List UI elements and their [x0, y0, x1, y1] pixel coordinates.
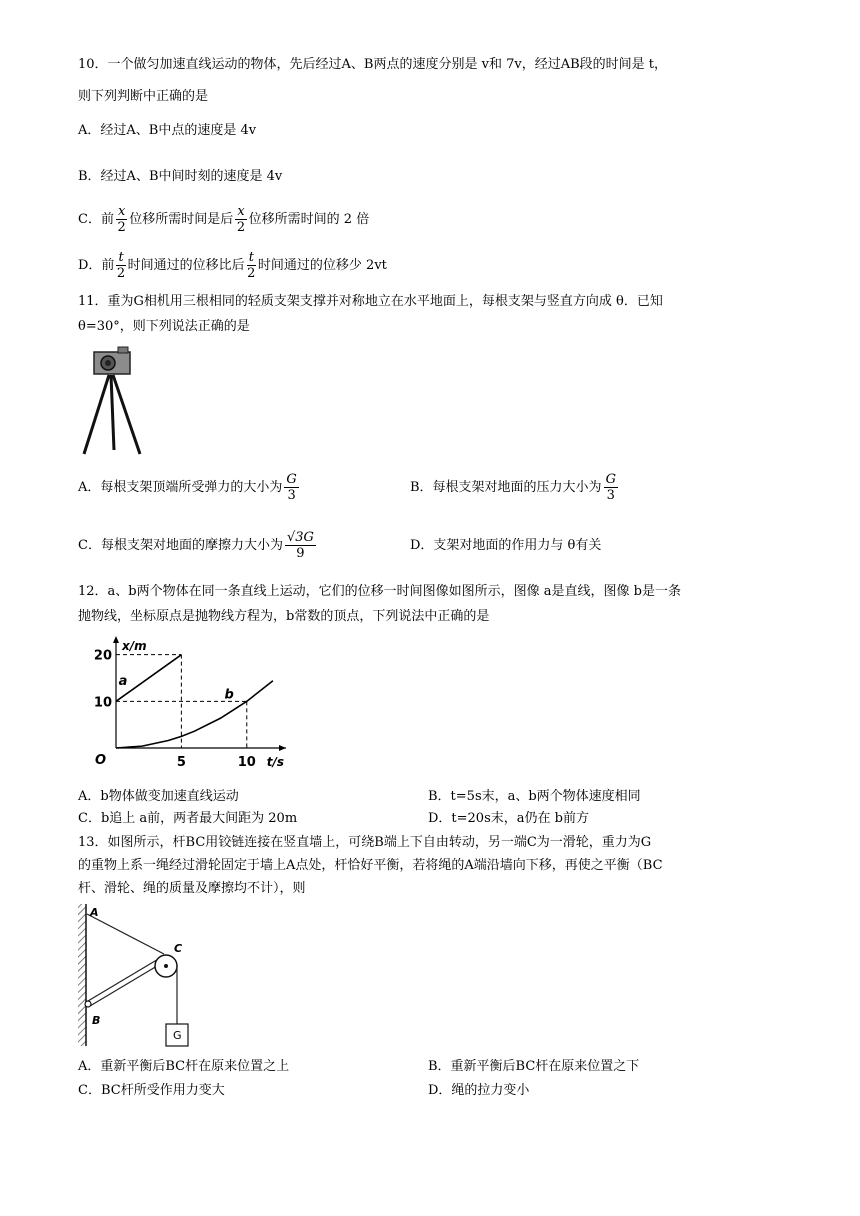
y-axis-label: x/m — [122, 639, 147, 653]
fraction-numerator: G — [286, 472, 297, 487]
label-c: C — [174, 942, 183, 955]
y-axis-arrow — [113, 636, 119, 643]
q10-option-c — [78, 204, 369, 235]
q11-a-text: A．每根支架顶端所受弹力的大小为 — [78, 480, 283, 495]
camera-lens-inner — [105, 360, 111, 366]
q11-option-b — [410, 470, 620, 506]
rod-pulley-figure — [76, 902, 206, 1050]
fraction-numerator: t — [248, 250, 254, 265]
series-line-b — [116, 681, 273, 748]
q11-stem-line-1: 11．重为G相机用三根相同的轻质支架支撑并对称地立在水平地面上，每根支架与竖直方向成 θ．已知 — [78, 294, 663, 309]
q11-b-fraction — [604, 472, 618, 503]
label-b: B — [92, 1014, 101, 1027]
y-tick-label-10: 10 — [93, 695, 112, 711]
camera-tripod-figure — [78, 344, 150, 458]
position-time-chart — [78, 632, 298, 772]
pulley-axle — [164, 964, 168, 968]
x-axis-label: t/s — [266, 755, 284, 769]
fraction-denominator: 2 — [116, 266, 126, 281]
y-tick-label-20: 20 — [93, 648, 112, 664]
q11-option-d: D．支架对地面的作用力与 θ有关 — [410, 538, 602, 553]
q10-option-b: B．经过A、B中间时刻的速度是 4v — [78, 169, 283, 184]
rope-a-to-c — [87, 914, 164, 954]
q13-option-b: B．重新平衡后BC杆在原来位置之下 — [428, 1059, 640, 1074]
q11-b-text: B．每根支架对地面的压力大小为 — [410, 480, 602, 495]
q11-a-fraction — [284, 472, 298, 503]
q10-c-suffix: 位移所需时间的 2 倍 — [248, 212, 370, 227]
q10-c-prefix: C．前 — [78, 212, 114, 227]
q12-stem-line-2: 抛物线，坐标原点是抛物线方程为，b常数的顶点，下列说法中正确的是 — [78, 609, 490, 624]
origin-label: O — [94, 753, 106, 768]
tripod-leg-middle — [111, 375, 114, 450]
q10-d-fraction-1 — [116, 250, 125, 281]
fraction-denominator: 2 — [117, 220, 126, 235]
tripod-leg-right — [113, 375, 140, 454]
q12-stem-line-1: 12．a、b两个物体在同一条直线上运动，它们的位移一时间图像如图所示，图像 a是直线，图像 b是一条 — [78, 584, 681, 599]
q11-option-a — [78, 470, 301, 506]
series-label-b: b — [224, 687, 234, 703]
tripod-leg-left — [84, 375, 109, 454]
x-tick-label-10: 10 — [237, 755, 256, 770]
fraction-denominator: 3 — [287, 488, 296, 503]
q10-option-a: A．经过A、B中点的速度是 4v — [78, 123, 257, 138]
q10-c-fraction-1 — [116, 204, 127, 235]
fraction-denominator: 2 — [236, 220, 246, 235]
q10-c-middle: 位移所需时间是后 — [129, 212, 234, 227]
series-label-a: a — [118, 674, 128, 689]
q12-option-b: B．t=5s末，a、b两个物体速度相同 — [428, 789, 641, 804]
q12-option-d: D．t=20s末，a仍在 b前方 — [428, 811, 589, 826]
hinge-b — [85, 1001, 91, 1007]
fraction-denominator: 3 — [606, 488, 615, 503]
q10-d-suffix: 时间通过的位移少 2vt — [257, 258, 387, 273]
q13-option-a: A．重新平衡后BC杆在原来位置之上 — [78, 1059, 290, 1074]
q10-d-fraction-2 — [247, 250, 256, 281]
q10-d-prefix: D．前 — [78, 258, 115, 273]
q12-option-a: A．b物体做变加速直线运动 — [78, 789, 239, 804]
q10-stem-line-2: 则下列判断中正确的是 — [78, 89, 209, 104]
q13-option-d: D．绳的拉力变小 — [428, 1083, 530, 1098]
label-g: G — [173, 1029, 182, 1042]
fraction-numerator: t — [118, 250, 124, 265]
fraction-numerator: x — [117, 204, 126, 219]
q11-c-fraction — [285, 530, 316, 561]
q13-stem-line-2: 的重物上系一绳经过滑轮固定于墙上A点处，杆恰好平衡，若将绳的A端沿墙向下移，再使之平衡（BC — [78, 858, 663, 873]
fraction-numerator: x — [237, 204, 245, 219]
rod-bc-edge-1 — [88, 958, 160, 1001]
x-tick-label-5: 5 — [176, 755, 186, 770]
rod-bc-edge-2 — [90, 963, 162, 1006]
q10-c-fraction-2 — [235, 204, 246, 235]
q11-stem-line-2: θ=30°，则下列说法正确的是 — [78, 319, 250, 334]
q13-stem-line-3: 杆、滑轮、绳的质量及摩擦均不计），则 — [78, 881, 306, 896]
label-a: A — [90, 906, 99, 919]
camera-top — [118, 347, 128, 353]
q10-option-d — [78, 250, 387, 281]
fraction-denominator: 2 — [247, 266, 256, 281]
q13-option-c: C．BC杆所受作用力变大 — [78, 1083, 225, 1098]
fraction-numerator: G — [605, 472, 616, 487]
q11-option-c — [78, 528, 318, 564]
q11-c-text: C．每根支架对地面的摩擦力大小为 — [78, 538, 283, 553]
fraction-denominator: 9 — [296, 546, 305, 561]
wall-hatching — [78, 904, 86, 1046]
x-axis-arrow — [279, 745, 286, 751]
q10-d-middle: 时间通过的位移比后 — [127, 258, 245, 273]
q13-stem-line-1: 13．如图所示，杆BC用铰链连接在竖直墙上，可绕B端上下自由转动，另一端C为一滑轮，重力为G — [78, 835, 652, 850]
q10-stem-line-1: 10．一个做匀加速直线运动的物体，先后经过A、B两点的速度分别是 v和 7v，经过AB段的时间是 t， — [78, 57, 668, 72]
fraction-numerator: √3G — [286, 530, 314, 545]
q12-option-c: C．b追上 a前，两者最大间距为 20m — [78, 811, 298, 826]
